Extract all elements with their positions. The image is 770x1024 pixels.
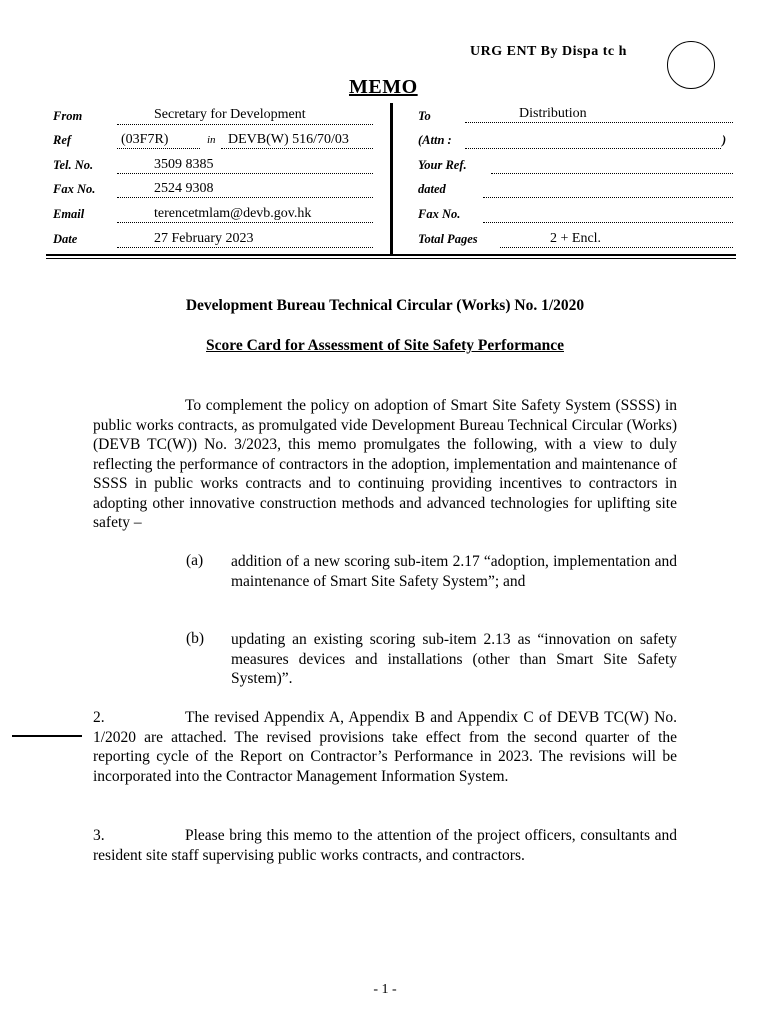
to-label: To [418, 109, 431, 123]
paragraph-3-text: Please bring this memo to the attention of the project officers, consultants and resident site staff supervising public works contracts, and contractors. [93, 827, 677, 864]
ref-value-2: DEVB(W) 516/70/03 [228, 132, 349, 147]
item-b-text: updating an existing scoring sub-item 2.13 as “innovation on safety measures devices and installations (other than Smart Site Safety System)”. [231, 631, 677, 687]
page-number: - 1 - [373, 982, 397, 997]
paragraph-3 [93, 826, 677, 865]
paragraph-1-text: To complement the policy on adoption of Smart Site Safety System (SSSS) in public works contracts, as promulgated vide Development Bureau Technical Circular (Works) (DEVB TC(W)) No. 3/2023, this memo promulgates the following, with a view to duly reflecting the performance of contractors in the adoption, implementation and maintenance of SSSS in public works contracts and to continuing providing incentives to contractors in adopting other innovative construction methods and advanced technologies for uplifting site safety – [93, 397, 677, 531]
total-pages-underline [500, 247, 733, 248]
ref-underline-2 [221, 148, 373, 149]
attn-underline [465, 148, 721, 149]
your-ref-label: Your Ref. [418, 158, 467, 172]
dated-label: dated [418, 182, 446, 196]
total-pages-label: Total Pages [418, 232, 478, 246]
paragraph-2-number: 2. [93, 709, 105, 726]
header-vertical-divider [390, 103, 393, 255]
paragraph-2 [93, 708, 677, 786]
date-value: 27 February 2023 [154, 231, 254, 246]
date-underline [117, 247, 373, 248]
item-a-text: addition of a new scoring sub-item 2.17 “adoption, implementation and maintenance of Smart Site Safety System”; and [231, 553, 677, 590]
item-a-label: (a) [186, 552, 204, 569]
ref-value-1: (03F7R) [121, 132, 169, 147]
your-ref-underline [491, 173, 733, 174]
tel-value: 3509 8385 [154, 157, 214, 172]
tel-underline [117, 173, 373, 174]
ref-label: Ref [53, 133, 72, 147]
urgent-dispatch-label: URG ENT By Dispa tc h [470, 44, 627, 59]
from-underline [117, 124, 373, 125]
fax-underline [117, 197, 373, 198]
total-pages-value: 2 + Encl. [550, 231, 602, 246]
attn-close: ) [722, 133, 727, 147]
header-rule-thin [46, 258, 736, 259]
date-label: Date [53, 232, 78, 246]
ref-in-label: in [207, 134, 216, 146]
to-fax-label: Fax No. [418, 207, 461, 221]
margin-change-bar [12, 735, 82, 737]
memo-title: MEMO [349, 76, 418, 98]
email-label: Email [53, 207, 85, 221]
tel-label: Tel. No. [53, 158, 94, 172]
attn-label: (Attn : [418, 133, 452, 147]
to-value: Distribution [519, 106, 587, 121]
header-rule-thick [46, 254, 736, 256]
stamp-circle-icon [667, 41, 715, 89]
item-b-label: (b) [186, 630, 205, 647]
from-label: From [53, 109, 83, 123]
to-underline [465, 122, 733, 123]
paragraph-3-number: 3. [93, 827, 105, 844]
dated-underline [483, 197, 733, 198]
paragraph-2-text: The revised Appendix A, Appendix B and Appendix C of DEVB TC(W) No. 1/2020 are attached. The revised provisions take effect from the second quarter of the reporting cycle of the Report on Contractor’s Performance in 2023. The revisions will be incorporated into the Contractor Management Information System. [93, 709, 677, 785]
from-value: Secretary for Development [154, 107, 306, 122]
fax-value: 2524 9308 [154, 181, 214, 196]
scorecard-title: Score Card for Assessment of Site Safety Performance [206, 337, 564, 354]
paragraph-1 [93, 396, 677, 533]
to-fax-underline [483, 222, 733, 223]
email-value: terencetmlam@devb.gov.hk [154, 206, 312, 221]
email-underline [117, 222, 373, 223]
ref-underline-1 [117, 148, 200, 149]
fax-label: Fax No. [53, 182, 96, 196]
circular-title: Development Bureau Technical Circular (Works) No. 1/2020 [185, 297, 585, 314]
